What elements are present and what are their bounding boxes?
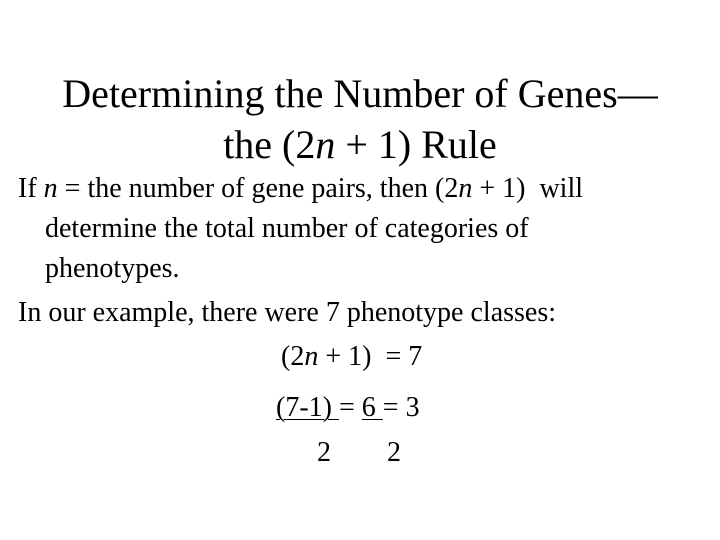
text: If bbox=[18, 173, 44, 204]
slide-title-line-2 bbox=[0, 121, 720, 169]
slide-title-line-1: Determining the Number of Genes— bbox=[62, 71, 658, 116]
title-variable-n: n bbox=[315, 122, 336, 167]
variable-n: n bbox=[458, 173, 473, 204]
title-text: the (2 bbox=[223, 122, 316, 167]
paragraph-2: In our example, there were 7 phenotype classes: bbox=[18, 297, 557, 328]
equation-line-1 bbox=[281, 341, 422, 373]
paragraph-1-line-1 bbox=[18, 173, 583, 205]
text: + 1) = 7 bbox=[318, 341, 423, 372]
text: = 3 bbox=[382, 392, 420, 423]
equation-line-2 bbox=[276, 392, 420, 424]
numerator: (7-1) bbox=[276, 392, 339, 423]
variable-n: n bbox=[304, 341, 319, 372]
numerator: 6 bbox=[361, 392, 383, 423]
equation-line-3-denominators: 2 2 bbox=[317, 437, 401, 468]
text: = bbox=[338, 392, 362, 423]
text: + 1) will bbox=[472, 173, 584, 204]
title-text: + 1) Rule bbox=[335, 122, 497, 167]
paragraph-1-line-3: phenotypes. bbox=[45, 253, 180, 284]
text: = the number of gene pairs, then (2 bbox=[57, 173, 459, 204]
text: (2 bbox=[281, 341, 305, 372]
variable-n: n bbox=[43, 173, 58, 204]
paragraph-1-line-2: determine the total number of categories of bbox=[45, 213, 529, 244]
